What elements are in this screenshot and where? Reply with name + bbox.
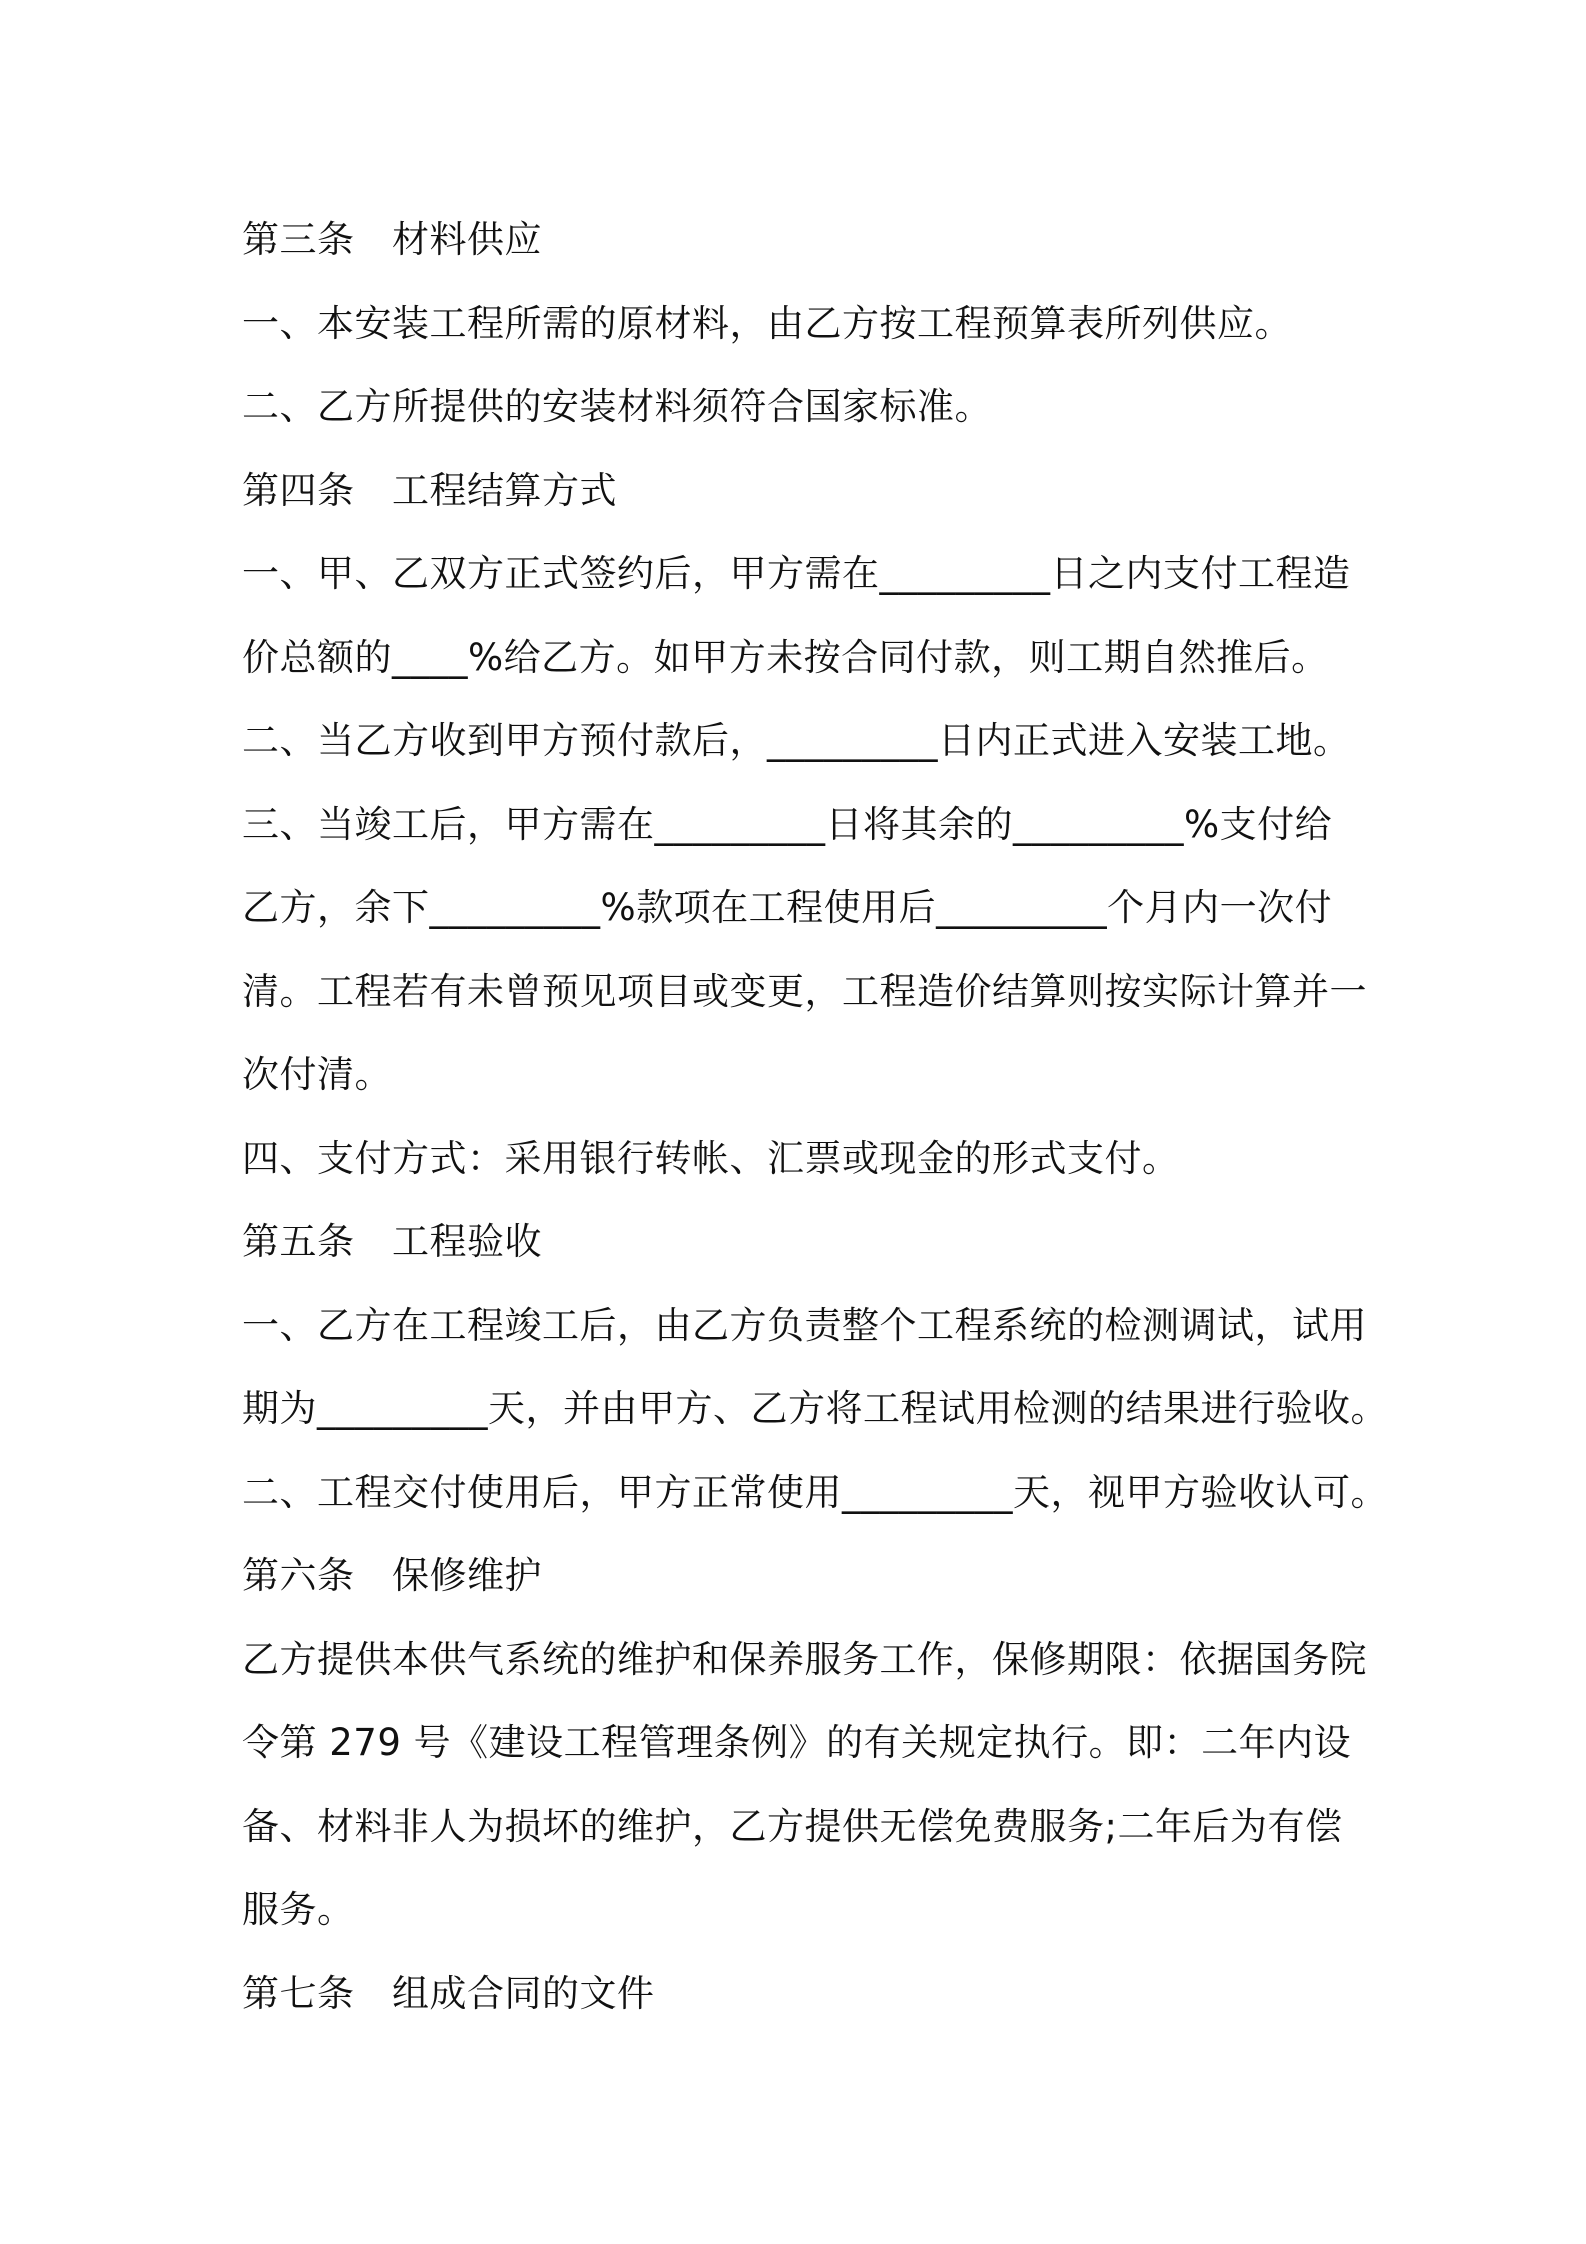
paragraph-line: 二、当乙方收到甲方预付款后，_________日内正式进入安装工地。 xyxy=(242,719,1351,762)
paragraph-line: 服务。 xyxy=(242,1888,355,1931)
paragraph-line: 期为_________天，并由甲方、乙方将工程试用检测的结果进行验收。 xyxy=(242,1387,1388,1430)
paragraph-line: 一、乙方在工程竣工后，由乙方负责整个工程系统的检测调试，试用 xyxy=(242,1303,1367,1347)
paragraph-line: 价总额的____%给乙方。如甲方未按合同付款，则工期自然推后。 xyxy=(242,635,1329,679)
paragraph-line: 四、支付方式：采用银行转帐、汇票或现金的形式支付。 xyxy=(242,1136,1180,1180)
paragraph-line: 乙方，余下_________%款项在工程使用后_________个月内一次付 xyxy=(242,886,1333,929)
article-3-heading: 第三条 材料供应 xyxy=(242,218,542,261)
article-5-heading: 第五条 工程验收 xyxy=(242,1220,542,1263)
paragraph-line: 备、材料非人为损坏的维护，乙方提供无偿免费服务;二年后为有偿 xyxy=(242,1804,1343,1848)
paragraph-line: 二、乙方所提供的安装材料须符合国家标准。 xyxy=(242,385,992,428)
article-4-heading: 第四条 工程结算方式 xyxy=(242,468,617,512)
paragraph-line: 次付清。 xyxy=(242,1053,392,1096)
paragraph-line: 清。工程若有未曾预见项目或变更，工程造价结算则按实际计算并一 xyxy=(242,969,1367,1013)
article-7-heading: 第七条 组成合同的文件 xyxy=(242,1971,655,2015)
paragraph-line: 一、本安装工程所需的原材料，由乙方按工程预算表所列供应。 xyxy=(242,301,1292,345)
paragraph-line: 乙方提供本供气系统的维护和保养服务工作，保修期限：依据国务院 xyxy=(242,1637,1367,1681)
paragraph-line: 三、当竣工后，甲方需在_________日将其余的_________%支付给 xyxy=(242,802,1333,846)
paragraph-line: 二、工程交付使用后，甲方正常使用_________天，视甲方验收认可。 xyxy=(242,1470,1388,1514)
document-body xyxy=(242,198,1388,2035)
paragraph-line: 令第 279 号《建设工程管理条例》的有关规定执行。即：二年内设 xyxy=(242,1721,1352,1764)
paragraph-line: 一、甲、乙双方正式签约后，甲方需在_________日之内支付工程造 xyxy=(242,552,1351,595)
article-6-heading: 第六条 保修维护 xyxy=(242,1554,542,1597)
